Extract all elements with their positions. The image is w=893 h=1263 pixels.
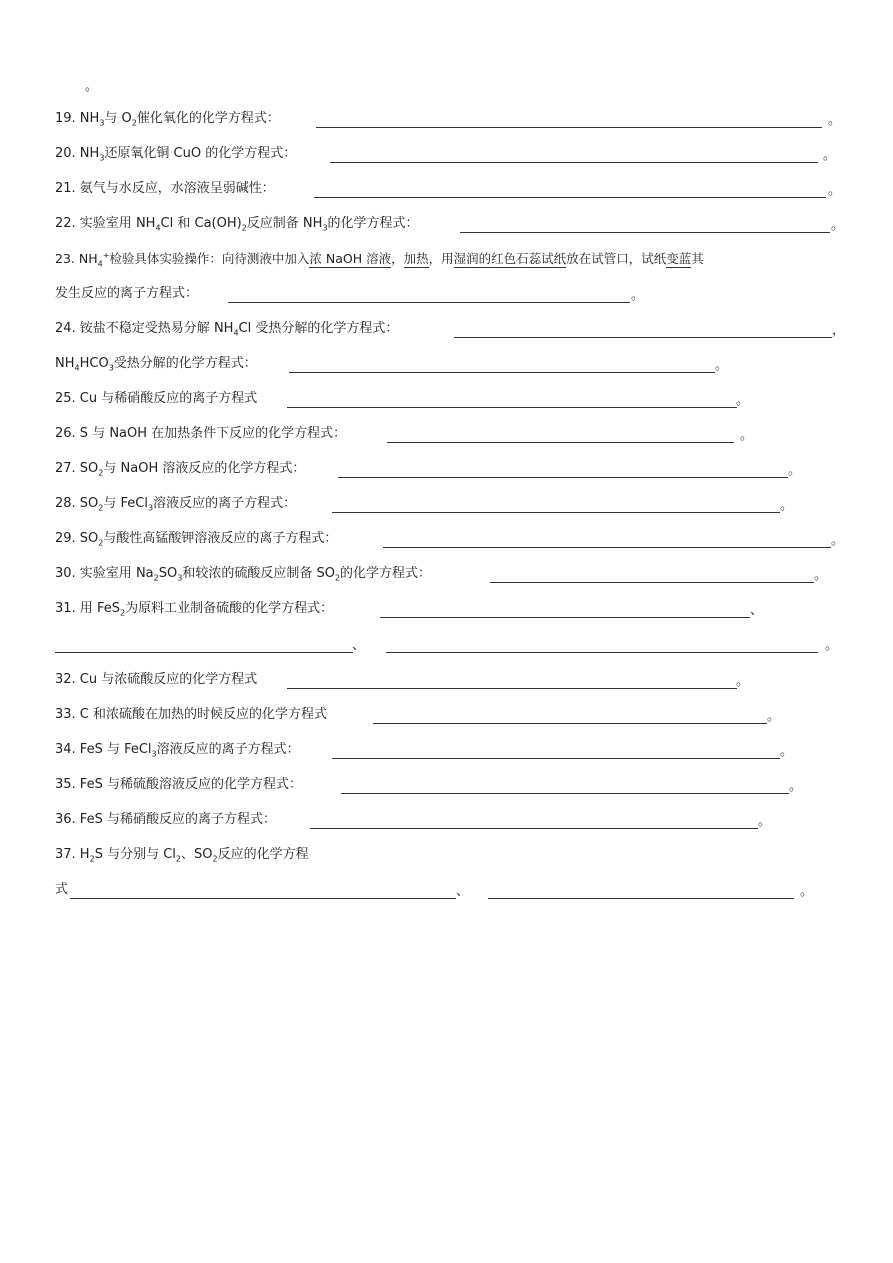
underlined-turns-blue: 变蓝 [666, 251, 692, 266]
period: 。 [825, 638, 839, 653]
question-25: 25. Cu 与稀硝酸反应的离子方程式 [55, 391, 258, 406]
period: 。 [789, 779, 803, 794]
question-34: 34. FeS 与 FeCl$_3$溶液反应的离子方程式： [55, 742, 300, 759]
question-36: 36. FeS 与稀硝酸反应的离子方程式： [55, 812, 276, 827]
question-33: 33. C 和浓硫酸在加热的时候反应的化学方程式 [55, 707, 328, 722]
comma: ， [832, 323, 846, 338]
answer-blank-31a[interactable] [380, 617, 750, 618]
period: 。 [736, 674, 750, 689]
period: 。 [736, 393, 750, 408]
answer-blank-36[interactable] [310, 828, 758, 829]
period: 。 [800, 884, 814, 899]
answer-blank-27[interactable] [338, 477, 788, 478]
period: 。 [788, 463, 802, 478]
answer-blank-20[interactable] [330, 162, 818, 163]
period: 。 [823, 148, 837, 163]
answer-blank-29[interactable] [383, 547, 831, 548]
answer-blank-35[interactable] [341, 793, 789, 794]
answer-blank-31b[interactable] [55, 652, 353, 653]
leading-period: 。 [85, 79, 99, 94]
question-37: 37. $H_2S$ 与分别与 $Cl_2$、$SO_2$反应的化学方程 [55, 847, 309, 864]
answer-blank-30[interactable] [490, 582, 814, 583]
question-31: 31. 用 FeS$_2$为原料工业制备硫酸的化学方程式： [55, 601, 334, 618]
question-23: 23. $NH_4^+$检验具体实验操作：向待测液中加入浓 NaOH 溶液，加热，用湿润的红色石蕊试纸放在试管口，试纸变蓝其 [55, 250, 704, 269]
answer-blank-25[interactable] [287, 407, 737, 408]
answer-blank-26[interactable] [387, 442, 734, 443]
period: 。 [767, 709, 781, 724]
answer-blank-21[interactable] [314, 197, 826, 198]
period: 。 [715, 358, 729, 373]
question-35: 35. FeS 与稀硫酸溶液反应的化学方程式： [55, 777, 302, 792]
answer-blank-32[interactable] [287, 688, 737, 689]
separator: 、 [750, 603, 764, 618]
question-23-line2: 发生反应的离子方程式： [55, 286, 199, 301]
answer-blank-19[interactable] [316, 127, 822, 128]
answer-blank-37a[interactable] [70, 898, 456, 899]
period: 。 [831, 218, 845, 233]
period: 。 [758, 814, 772, 829]
question-22: 22. 实验室用 $NH_4Cl$ 和 $Ca(OH)_2$反应制备 $NH_3$的化学方程式： [55, 216, 419, 233]
period: 。 [828, 113, 842, 128]
underlined-test-paper: 湿润的红色石蕊试纸 [453, 251, 567, 266]
answer-blank-24a[interactable] [454, 337, 832, 338]
question-29: 29. $SO_2$与酸性高锰酸钾溶液反应的离子方程式： [55, 531, 338, 548]
question-26: 26. S 与 NaOH 在加热条件下反应的化学方程式： [55, 426, 347, 441]
question-37-line2: 式 [55, 882, 69, 897]
period: 。 [780, 498, 794, 513]
question-21: 21. 氨气与水反应，水溶液呈弱碱性： [55, 181, 275, 196]
underlined-reagent: 浓 NaOH 溶液 [309, 251, 392, 266]
question-30: 30. 实验室用 $Na_2SO_3$和较浓的硫酸反应制备 $SO_2$的化学方程式： [55, 566, 432, 583]
period: 。 [740, 428, 754, 443]
question-24: 24. 铵盐不稳定受热易分解 $NH_4Cl$ 受热分解的化学方程式： [55, 321, 399, 338]
separator: 、 [352, 638, 366, 653]
period: 。 [828, 183, 842, 198]
question-28: 28. $SO_2$与 FeCl$_3$溶液反应的离子方程式： [55, 496, 297, 513]
underlined-heat: 加热 [403, 251, 429, 266]
question-20: 20. $NH_3$还原氧化铜 CuO 的化学方程式： [55, 146, 297, 163]
answer-blank-24b[interactable] [289, 372, 715, 373]
question-27: 27. $SO_2$与 NaOH 溶液反应的化学方程式： [55, 461, 306, 478]
separator: 、 [456, 884, 470, 899]
answer-blank-22[interactable] [460, 232, 830, 233]
period: 。 [814, 568, 828, 583]
answer-blank-34[interactable] [332, 758, 780, 759]
question-32: 32. Cu 与浓硫酸反应的化学方程式 [55, 672, 258, 687]
period: 。 [780, 744, 794, 759]
question-24-line2: $NH_4HCO_3$受热分解的化学方程式： [55, 356, 257, 373]
answer-blank-37b[interactable] [488, 898, 794, 899]
answer-blank-31c[interactable] [386, 652, 818, 653]
answer-blank-28[interactable] [332, 512, 780, 513]
question-19: 19. $NH_3$与 $O_2$催化氧化的化学方程式： [55, 111, 280, 128]
answer-blank-33[interactable] [373, 723, 767, 724]
answer-blank-23[interactable] [228, 302, 630, 303]
period: 。 [831, 533, 845, 548]
period: 。 [631, 288, 645, 303]
